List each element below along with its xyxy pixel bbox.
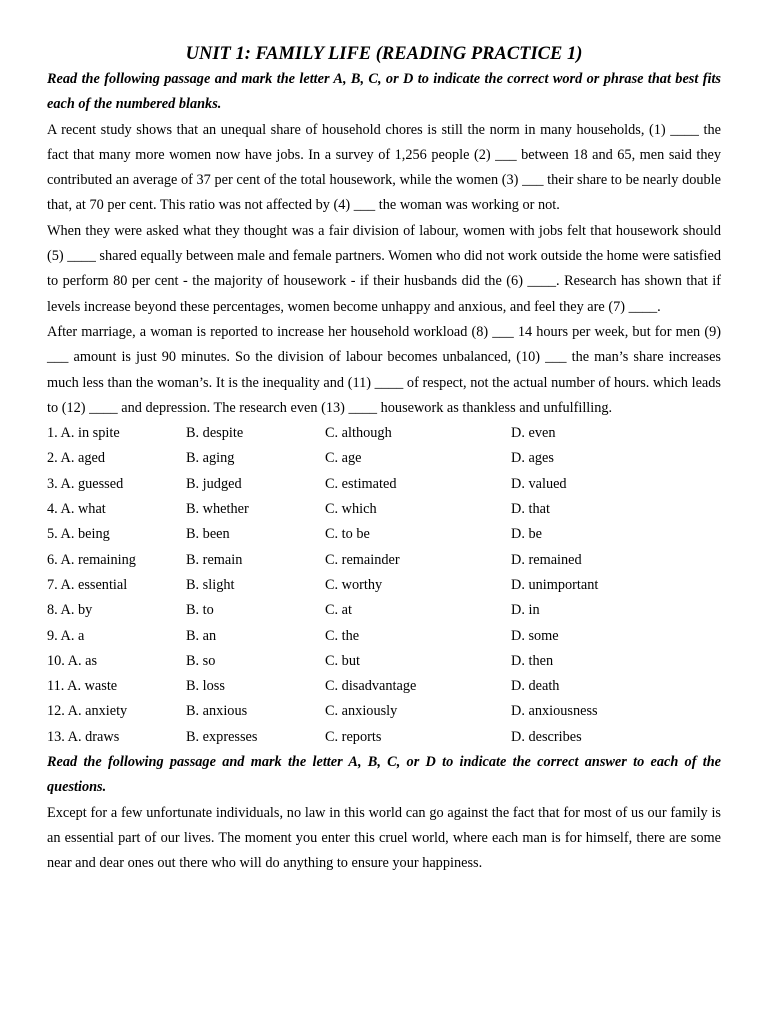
passage1-paragraph-2: When they were asked what they thought was a fair division of labour, women with jobs felt that housework should (5) ____ shared equally between male and female partners. Women who did not work outside the home were satisfied to perform 80 per cent - the majority of housework - if their husbands did the (6) ____. Research has shown that if levels increase beyond these percentages, women become unhappy and anxious, and feel they are (7) ____. xyxy=(47,222,721,315)
question-row xyxy=(47,446,721,471)
option-b: B. so xyxy=(186,652,216,669)
passage1-paragraph-1: A recent study shows that an unequal share of household chores is still the norm in many households, (1) ____ the fact that many more women now have jobs. In a survey of 1,256 people (2) ___ between 18 and 65, men said they contributed an average of 37 per cent of the total housework, while the women (3) ___ their share to be nearly double that, at 70 per cent. This ratio was not affected by (4) ___ the woman was working or not. xyxy=(47,121,721,214)
option-d: D. be xyxy=(511,526,542,543)
option-c: C. remainder xyxy=(325,551,400,568)
option-a: 5. A. being xyxy=(47,526,110,543)
option-b: B. to xyxy=(186,602,214,619)
option-d: D. anxiousness xyxy=(511,703,598,720)
option-a: 2. A. aged xyxy=(47,450,105,467)
option-d: D. then xyxy=(511,652,554,669)
option-c: C. estimated xyxy=(325,475,397,492)
option-c: C. although xyxy=(325,425,392,442)
option-d: D. describes xyxy=(511,728,582,745)
option-b: B. been xyxy=(186,526,230,543)
question-row xyxy=(47,674,721,699)
question-row xyxy=(47,573,721,598)
option-a: 12. A. anxiety xyxy=(47,703,128,720)
option-b: B. remain xyxy=(186,551,243,568)
option-a: 13. A. draws xyxy=(47,728,120,745)
option-c: C. but xyxy=(325,652,360,669)
option-d: D. some xyxy=(511,627,559,644)
option-d: D. that xyxy=(511,501,550,518)
question-row xyxy=(47,725,721,750)
option-a: 1. A. in spite xyxy=(47,425,120,442)
option-b: B. judged xyxy=(186,475,242,492)
option-d: D. remained xyxy=(511,551,582,568)
option-c: C. which xyxy=(325,501,377,518)
option-b: B. anxious xyxy=(186,703,248,720)
question-row xyxy=(47,421,721,446)
answer-options-table xyxy=(47,421,721,750)
passage1-paragraph-3: After marriage, a woman is reported to increase her household workload (8) ___ 14 hours per week, but for men (9) ___ amount is just 90 minutes. So the division of labour becomes unbalanced, (10) ___ the man’s share increases much less than the woman’s. It is the inequality and (11) ____ of respect, not the actual number of hours. which leads to (12) ____ and depression. The research even (13) ____ housework as thankless and unfulfilling. xyxy=(47,323,721,416)
option-c: C. age xyxy=(325,450,362,467)
option-a: 4. A. what xyxy=(47,501,106,518)
option-c: C. worthy xyxy=(325,576,383,593)
question-row xyxy=(47,472,721,497)
question-row xyxy=(47,624,721,649)
option-b: B. whether xyxy=(186,501,249,518)
option-d: D. in xyxy=(511,602,540,619)
option-a: 11. A. waste xyxy=(47,678,118,695)
section2-instruction: Read the following passage and mark the letter A, B, C, or D to indicate the correct answer to each of the questions. xyxy=(47,754,721,796)
option-d: D. even xyxy=(511,425,556,442)
option-c: C. disadvantage xyxy=(325,678,417,695)
option-b: B. loss xyxy=(186,678,225,695)
option-a: 8. A. by xyxy=(47,602,93,619)
option-b: B. expresses xyxy=(186,728,258,745)
option-c: C. anxiously xyxy=(325,703,398,720)
option-a: 6. A. remaining xyxy=(47,551,136,568)
section1-instruction: Read the following passage and mark the letter A, B, C, or D to indicate the correct word or phrase that best fits each of the numbered blanks. xyxy=(47,71,721,113)
option-b: B. an xyxy=(186,627,217,644)
question-row xyxy=(47,598,721,623)
option-b: B. aging xyxy=(186,450,235,467)
option-a: 3. A. guessed xyxy=(47,475,124,492)
question-row xyxy=(47,548,721,573)
passage2-paragraph-1: Except for a few unfortunate individuals, no law in this world can go against the fact that for most of us our family is an essential part of our lives. The moment you enter this cruel world, where each man is for himself, there are some near and dear ones out there who will do anything to ensure your happiness. xyxy=(47,804,721,872)
page-title: UNIT 1: FAMILY LIFE (READING PRACTICE 1) xyxy=(185,44,583,64)
option-c: C. the xyxy=(325,627,360,644)
question-row xyxy=(47,497,721,522)
option-c: C. to be xyxy=(325,526,370,543)
question-row xyxy=(47,522,721,547)
option-d: D. valued xyxy=(511,475,567,492)
question-row xyxy=(47,699,721,724)
question-row xyxy=(47,649,721,674)
option-b: B. slight xyxy=(186,576,235,593)
option-d: D. unimportant xyxy=(511,576,599,593)
option-c: C. reports xyxy=(325,728,382,745)
option-a: 7. A. essential xyxy=(47,576,128,593)
option-d: D. death xyxy=(511,678,560,695)
option-b: B. despite xyxy=(186,425,244,442)
option-d: D. ages xyxy=(511,450,554,467)
option-a: 10. A. as xyxy=(47,652,98,669)
option-c: C. at xyxy=(325,602,353,619)
option-a: 9. A. a xyxy=(47,627,85,644)
